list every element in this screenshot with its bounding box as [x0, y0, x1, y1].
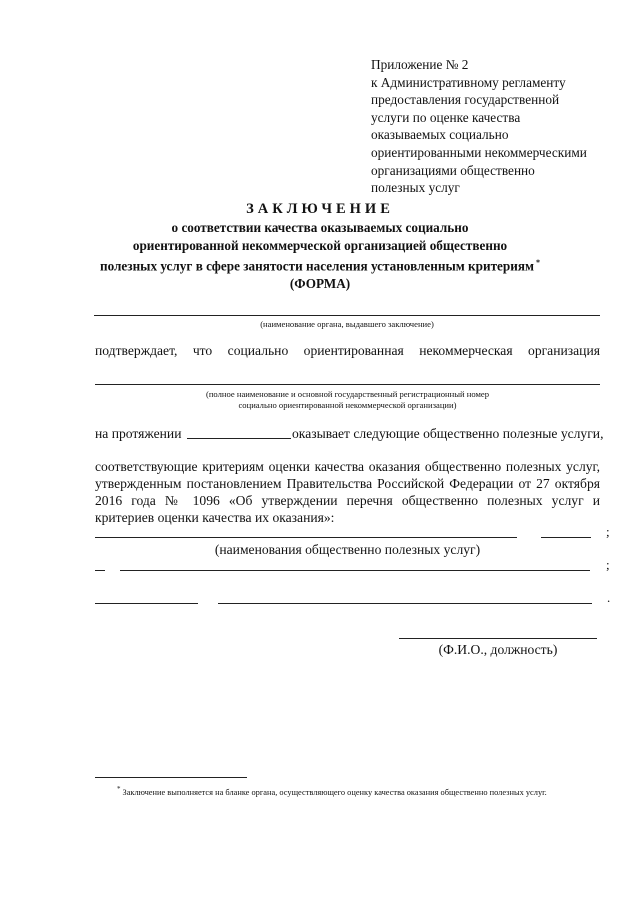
organization-caption: (полное наименование и основной государственный регистрационный номер социально ориентированной некоммерческой организации): [205, 389, 490, 410]
services-caption: (наименования общественно полезных услуг): [214, 542, 481, 557]
service-field-line[interactable]: [95, 570, 105, 571]
footnote-text: Заключение выполняется на бланке органа, осуществляющего оценку качества оказания общественно полезных услуг.: [122, 787, 547, 797]
footnote: [95, 783, 601, 799]
period-field-line[interactable]: [187, 438, 291, 439]
annex-line: к Административному регламенту: [371, 74, 566, 90]
annex-header: [371, 56, 621, 197]
document-title: [60, 200, 580, 292]
title-line: (ФОРМА): [289, 275, 351, 291]
annex-line: оказываемых социально: [371, 127, 509, 143]
footnote-mark: *: [535, 258, 540, 267]
footnote-mark: *: [117, 785, 121, 793]
annex-line: ориентированными некоммерческими: [371, 144, 587, 160]
title-main: ЗАКЛЮЧЕНИЕ: [246, 201, 394, 217]
period-mark: .: [607, 590, 611, 605]
service-field-line[interactable]: [95, 603, 198, 604]
service-field-line[interactable]: [95, 537, 517, 538]
organization-field-line[interactable]: [95, 384, 600, 385]
issuer-field-line[interactable]: [94, 315, 600, 316]
provides-label: оказывает следующие общественно полезные услуги,: [292, 426, 604, 441]
service-field-line[interactable]: [218, 603, 592, 604]
semicolon: ;: [606, 524, 610, 539]
signature-field-line[interactable]: [399, 638, 597, 639]
service-field-line[interactable]: [120, 570, 590, 571]
during-label: на протяжении: [95, 426, 182, 441]
semicolon: ;: [606, 557, 610, 572]
title-line: полезных услуг в сфере занятости населения установленным критериям *: [100, 258, 540, 274]
annex-line: услуги по оценке качества: [371, 109, 521, 125]
annex-line: Приложение № 2: [371, 57, 469, 72]
signature-caption: (Ф.И.О., должность): [438, 642, 558, 657]
issuer-caption: (наименование органа, выдавшего заключение): [260, 319, 434, 329]
service-field-line[interactable]: [541, 537, 591, 538]
title-line: о соответствии качества оказываемых социально: [171, 220, 469, 235]
criteria-paragraph: соответствующие критериям оценки качества оказания общественно полезных услуг, утвержденным постановлением Правительства Российской Федерации от 27 октября 2016 года № 1096 «Об утверждении перечня общественно полезных услуг и критериев оценки качества их оказания»:: [95, 459, 600, 525]
title-line: ориентированной некоммерческой организацией общественно: [132, 237, 508, 253]
annex-line: предоставления государственной: [371, 92, 560, 108]
confirms-line: подтверждает, что социально ориентированная некоммерческая организация: [95, 343, 600, 358]
annex-line: полезных услуг: [371, 180, 460, 196]
footnote-separator: [95, 777, 247, 778]
annex-line: организациями общественно: [371, 162, 535, 178]
